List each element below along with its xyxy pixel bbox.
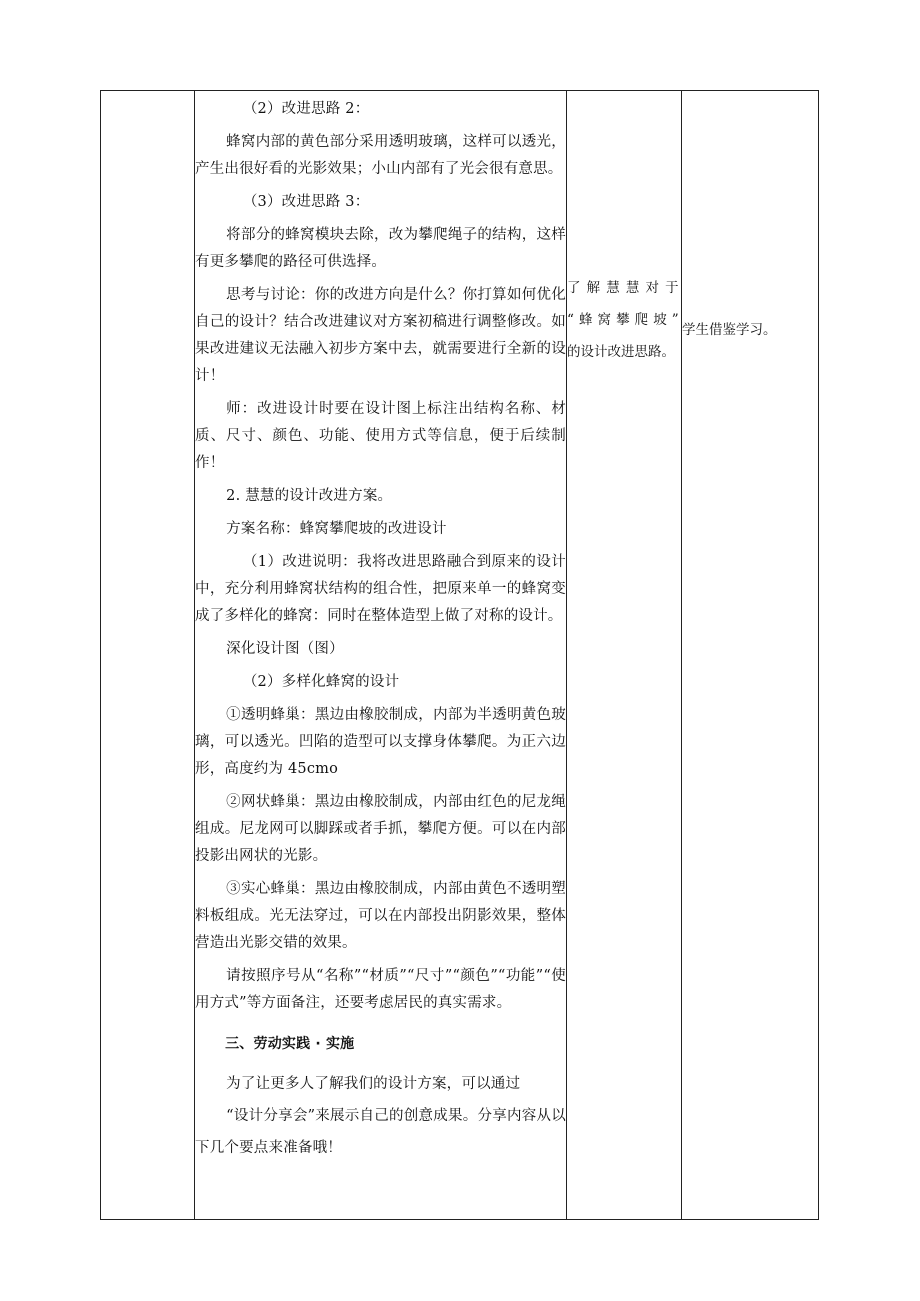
paragraph: 2. 慧慧的设计改进方案。 (226, 488, 393, 504)
paragraph: ②网状蜂巢：黑边由橡胶制成，内部由红色的尼龙绳组成。尼龙网可以脚踩或者手抓，攀爬方便。可以在内部投影出网状的光影。 (195, 794, 566, 864)
design-intent-cell (567, 272, 679, 368)
intent-line: “蜂窝攀爬坡” (567, 312, 679, 328)
paragraph: （1）改进说明：我将改进思路融合到原来的设计中，充分利用蜂窝状结构的组合性，把原来单一的蜂窝变成了多样化的蜂窝：同时在整体造型上做了对称的设计。 (195, 554, 566, 624)
paragraph: （2）多样化蜂窝的设计 (242, 674, 400, 690)
intent-line: 了解慧慧对于 (567, 280, 679, 296)
section-heading: 三、劳动实践 · 实施 (225, 1036, 355, 1052)
paragraph: 将部分的蜂窝模块去除，改为攀爬绳子的结构，这样有更多攀爬的路径可供选择。 (195, 227, 566, 270)
paragraph: 蜂窝内部的黄色部分采用透明玻璃，这样可以透光，产生出很好看的光影效果；小山内部有了光会很有意思。 (195, 134, 566, 177)
paragraph: （2）改进思路 2： (242, 101, 370, 117)
paragraph: 方案名称：蜂窝攀爬坡的改进设计 (226, 521, 447, 537)
paragraph: （3）改进思路 3： (242, 194, 370, 210)
paragraph: 思考与讨论：你的改进方向是什么？你打算如何优化自己的设计？结合改进建议对方案初稿进行调整修改。如果改进建议无法融入初步方案中去，就需要进行全新的设计！ (195, 287, 566, 384)
paragraph: ③实心蜂巢：黑边由橡胶制成，内部由黄色不透明塑料板组成。光无法穿过，可以在内部投出阴影效果，整体营造出光影交错的效果。 (195, 881, 566, 951)
paragraph: 师：改进设计时要在设计图上标注出结构名称、材质、尺寸、颜色、功能、使用方式等信息，便于后续制作！ (195, 401, 566, 471)
paragraph: ①透明蜂巢：黑边由橡胶制成，内部为半透明黄色玻璃，可以透光。凹陷的造型可以支撑身体攀爬。为正六边形，高度约为 45cmo (195, 707, 566, 777)
table-column-divider (566, 90, 567, 1220)
paragraph: “设计分享会”来展示自己的创意成果。分享内容从以下几个要点来准备哦！ (195, 1108, 566, 1156)
teaching-process-cell (195, 96, 566, 1164)
intent-line: 的设计改进思路。 (567, 344, 675, 360)
paragraph: 为了让更多人了解我们的设计方案，可以通过 (226, 1076, 521, 1092)
paragraph: 请按照序号从“名称”“材质”“尺寸”“颜色”“功能”“使用方式”等方面备注，还要考虑居民的真实需求。 (195, 968, 566, 1011)
table-column-divider (681, 90, 682, 1220)
paragraph: 深化设计图（图） (226, 641, 344, 657)
activity-text: 学生借鉴学习。 (682, 322, 777, 338)
student-activity-cell (682, 314, 818, 346)
